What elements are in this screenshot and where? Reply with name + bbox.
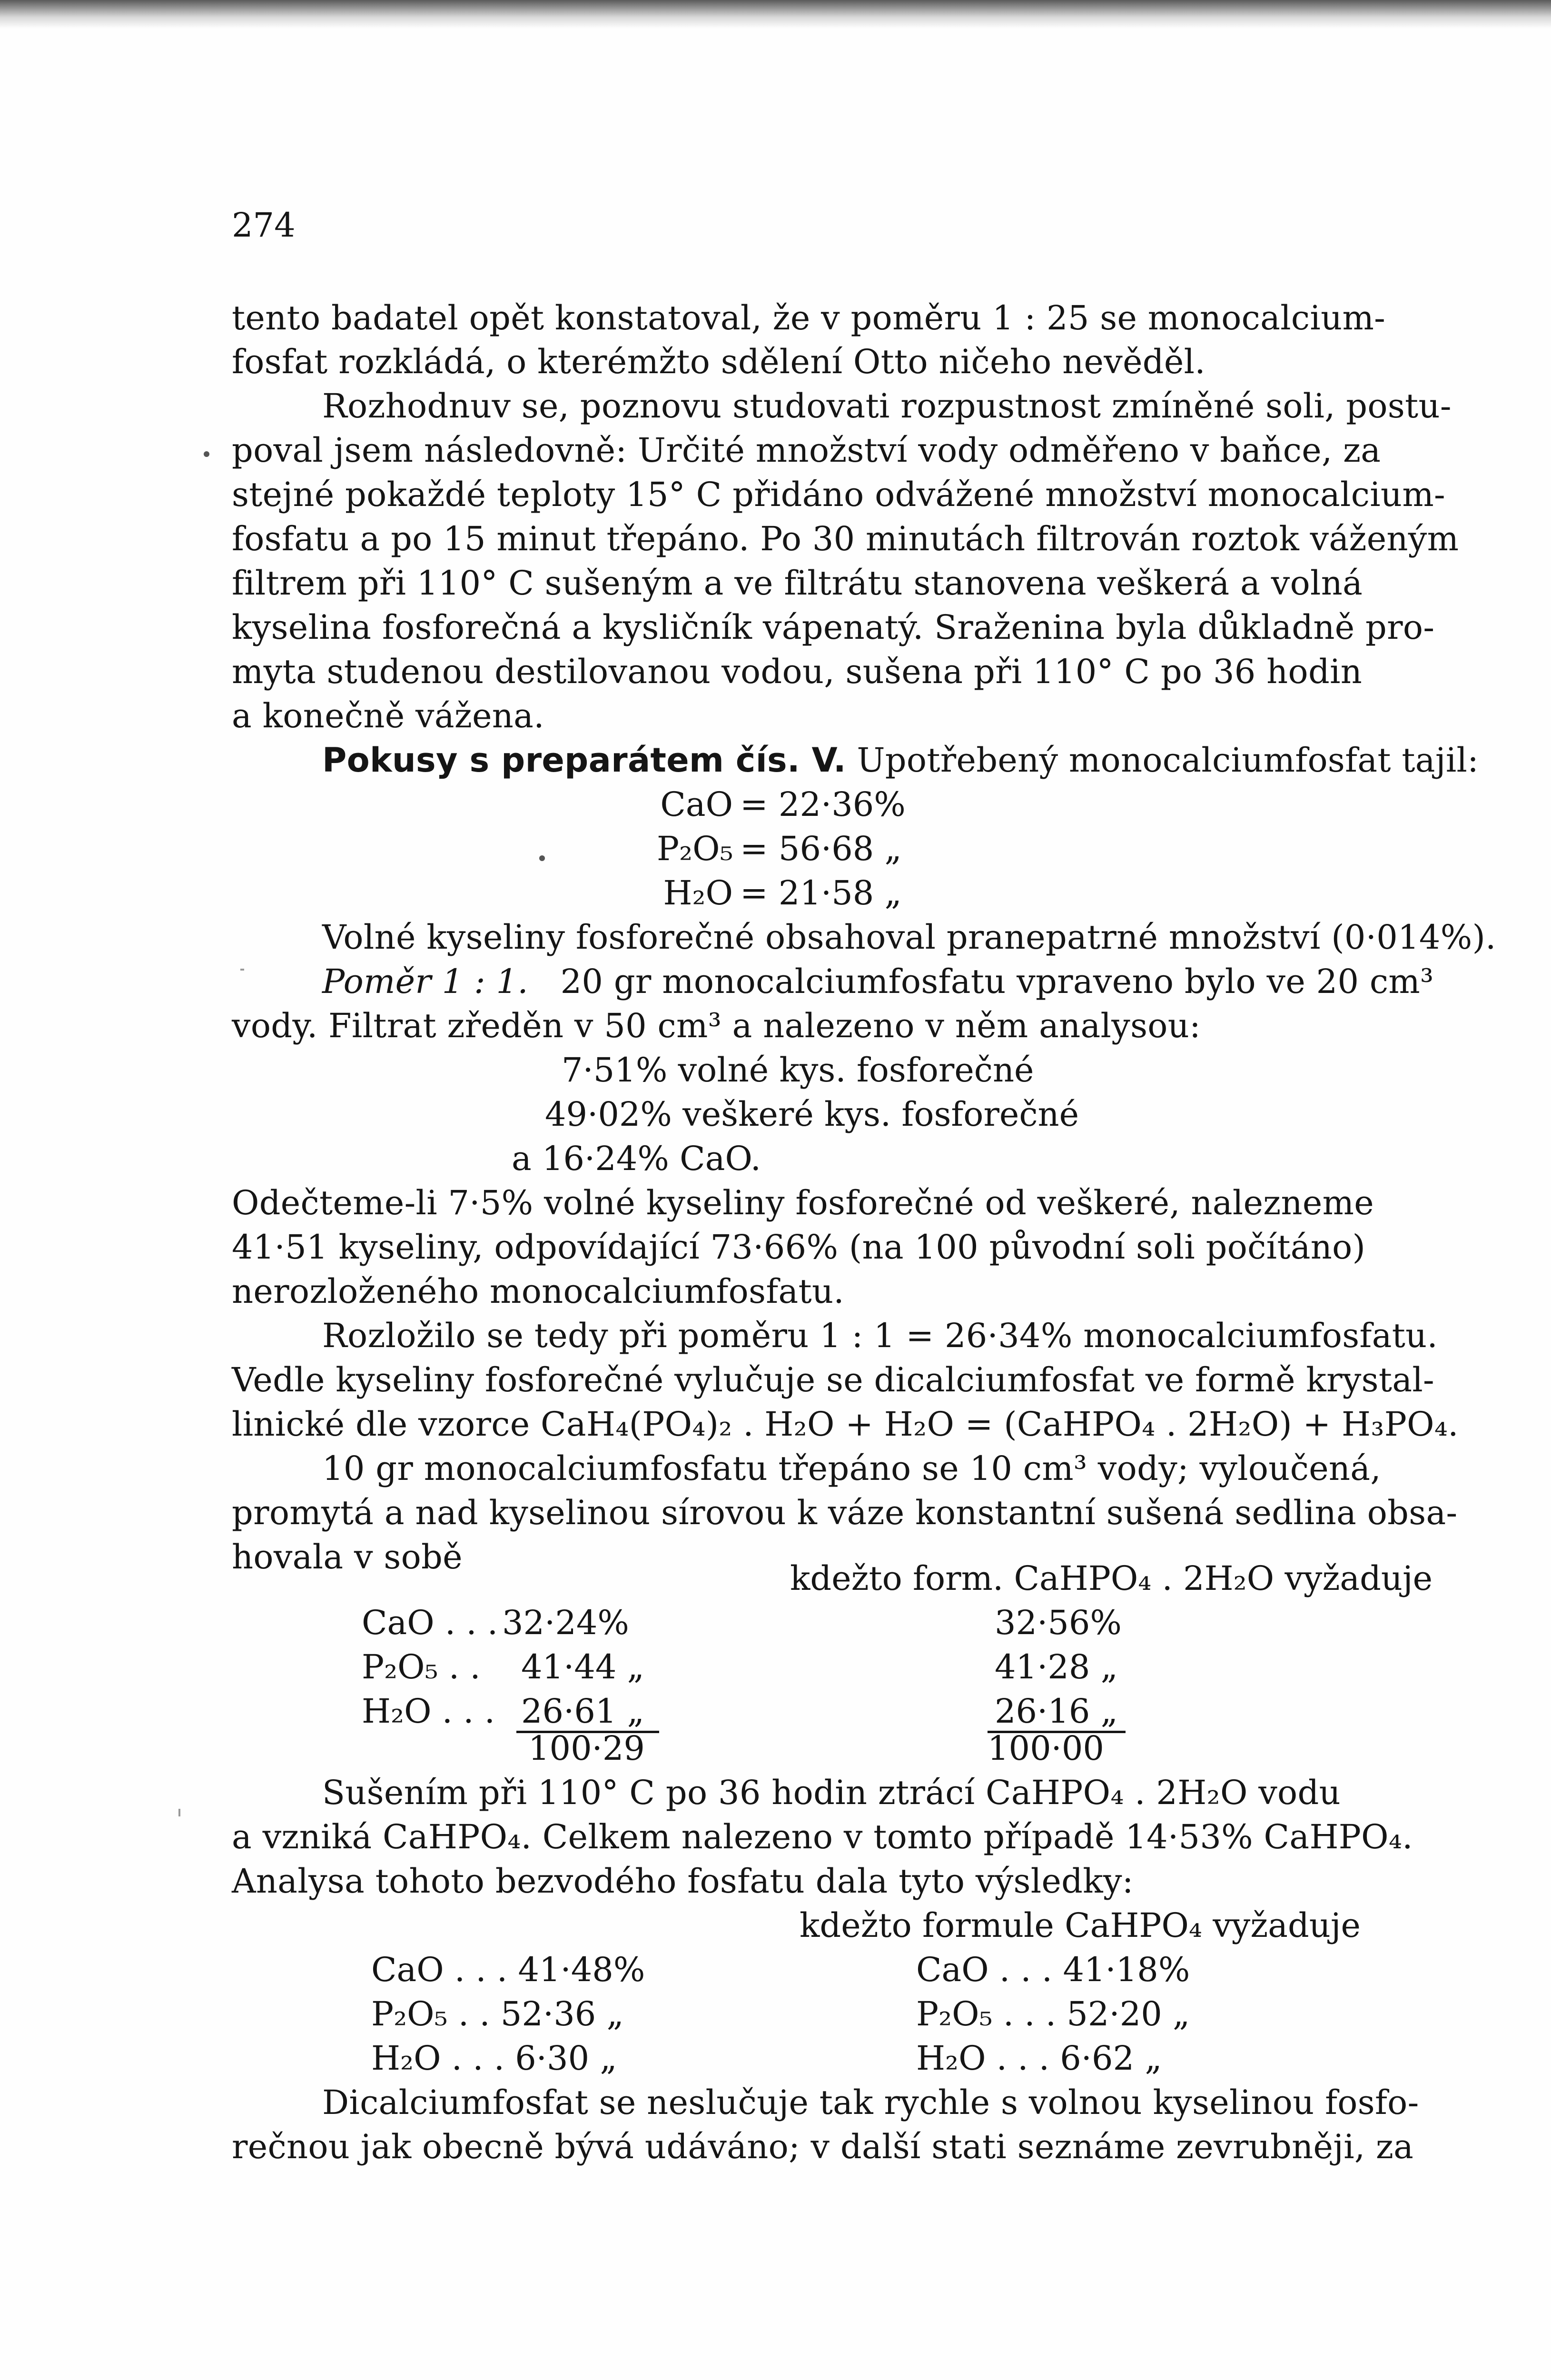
scan-speck [539,855,545,861]
table1-header: kdežto form. CaHPO₄ . 2H₂O vyžaduje [790,1559,1433,1598]
text-line: nerozloženého monocalciumfosfatu. [232,1272,844,1311]
text-line: linické dle vzorce CaH₄(PO₄)₂ . H₂O + H₂O = (CaHPO₄ . 2H₂O) + H₃PO₄. [232,1405,1459,1444]
table1-label: P₂O₅ . . [362,1647,481,1686]
table2-required: P₂O₅ . . . 52·20 „ [916,1994,1190,2033]
analysis-line: 49·02% veškeré kys. fosforečné [545,1095,1079,1134]
analysis-line: 7·51% volné kys. fosforečné [562,1051,1034,1090]
text-line: Rozhodnuv se, poznovu studovati rozpustnost zmíněné soli, postu- [322,387,1452,426]
scan-speck [178,1809,180,1816]
text-line: kyselina fosforečná a kysličník vápenatý. Sraženina byla důkladně pro- [232,608,1435,647]
text-line: Sušením při 110° C po 36 hodin ztrácí CaHPO₄ . 2H₂O vodu [322,1773,1341,1812]
analysis-line: a 16·24% CaO. [512,1139,761,1178]
composition-lhs: P₂O₅ [657,829,733,868]
text-line: Rozložilo se tedy při poměru 1 : 1 = 26·34% monocalciumfosfatu. [322,1316,1438,1355]
text-line: Analysa tohoto bezvodého fosfatu dala tyto výsledky: [232,1862,1134,1901]
table1-total-required: 100·00 [988,1729,1104,1768]
table2-found: CaO . . . 41·48% [371,1950,645,1989]
experiment-heading-line [322,737,1479,783]
text-line: myta studenou destilovanou vodou, sušena při 110° C po 36 hodin [232,652,1363,691]
page-number: 274 [232,206,296,245]
text-line: a konečně vážena. [232,696,544,735]
table2-found: P₂O₅ . . 52·36 „ [371,1994,624,2033]
composition-lhs: H₂O [663,873,733,912]
table1-required: 32·56% [995,1603,1122,1642]
table1-total-found: 100·29 [528,1729,645,1768]
text-line: rečnou jak obecně bývá udáváno; v další stati seznáme zevrubněji, za [232,2127,1414,2166]
scan-speck [204,451,209,457]
text-line: Odečteme-li 7·5% volné kyseliny fosforečné od veškeré, nalezneme [232,1183,1374,1222]
experiment-heading-rest: Upotřebený monocalciumfosfat tajil: [857,741,1479,780]
table2-required: CaO . . . 41·18% [916,1950,1190,1989]
text-line: Volné kyseliny fosforečné obsahoval pranepatrné množství (0·014%). [322,918,1496,957]
table1-label: CaO . . . [362,1603,498,1642]
text-line: hovala v sobě [232,1537,463,1577]
ratio-rest: 20 gr monocalciumfosfatu vpraveno bylo ve 20 cm³ [560,962,1434,1001]
table1-required: 26·16 „ [995,1692,1118,1731]
scan-edge-shadow [0,0,1551,29]
composition-value: = 22·36% [740,785,906,824]
text-line: tento badatel opět konstatoval, že v poměru 1 : 25 se monocalcium- [232,298,1386,337]
text-line: 41·51 kyseliny, odpovídající 73·66% (na 100 původní soli počítáno) [232,1228,1366,1267]
experiment-heading: Pokusy s preparátem čís. V. [322,741,846,780]
text-line: 10 gr monocalciumfosfatu třepáno se 10 cm³ vody; vyloučená, [322,1449,1381,1488]
ratio-line [322,959,1434,1004]
text-line: vody. Filtrat zředěn v 50 cm³ a nalezeno v něm analysou: [232,1006,1201,1045]
text-line: stejné pokaždé teploty 15° C přidáno odvážené množství monocalcium- [232,475,1445,514]
text-line: Dicalciumfosfat se neslučuje tak rychle s volnou kyselinou fosfo- [322,2083,1419,2122]
table1-found: 32·24% [502,1603,629,1642]
text-line: filtrem při 110° C sušeným a ve filtrátu stanovena veškerá a volná [232,564,1363,603]
table1-found: 41·44 „ [521,1647,644,1686]
text-line: fosfat rozkládá, o kterémžto sdělení Otto ničeho nevěděl. [232,342,1205,381]
text-line: fosfatu a po 15 minut třepáno. Po 30 minutách filtrován roztok váženým [232,519,1459,558]
text-line: a vzniká CaHPO₄. Celkem nalezeno v tomto případě 14·53% CaHPO₄. [232,1817,1413,1856]
text-line: promytá a nad kyselinou sírovou k váze konstantní sušená sedlina obsa- [232,1493,1458,1532]
ratio-label: Poměr 1 : 1. [322,962,528,1001]
text-line: poval jsem následovně: Určité množství vody odměřeno v baňce, za [232,431,1381,470]
composition-lhs: CaO [660,785,733,824]
table1-required: 41·28 „ [995,1647,1118,1686]
table2-found: H₂O . . . 6·30 „ [371,2039,617,2078]
table2-header: kdežto formule CaHPO₄ vyžaduje [800,1906,1361,1945]
composition-value: = 56·68 „ [740,829,902,868]
table1-found: 26·61 „ [521,1692,644,1731]
table1-label: H₂O . . . [362,1692,495,1731]
composition-value: = 21·58 „ [740,873,902,912]
table2-required: H₂O . . . 6·62 „ [916,2039,1162,2078]
text-line: Vedle kyseliny fosforečné vylučuje se dicalciumfosfat ve formě krystal- [232,1360,1435,1399]
scan-speck [240,969,244,971]
